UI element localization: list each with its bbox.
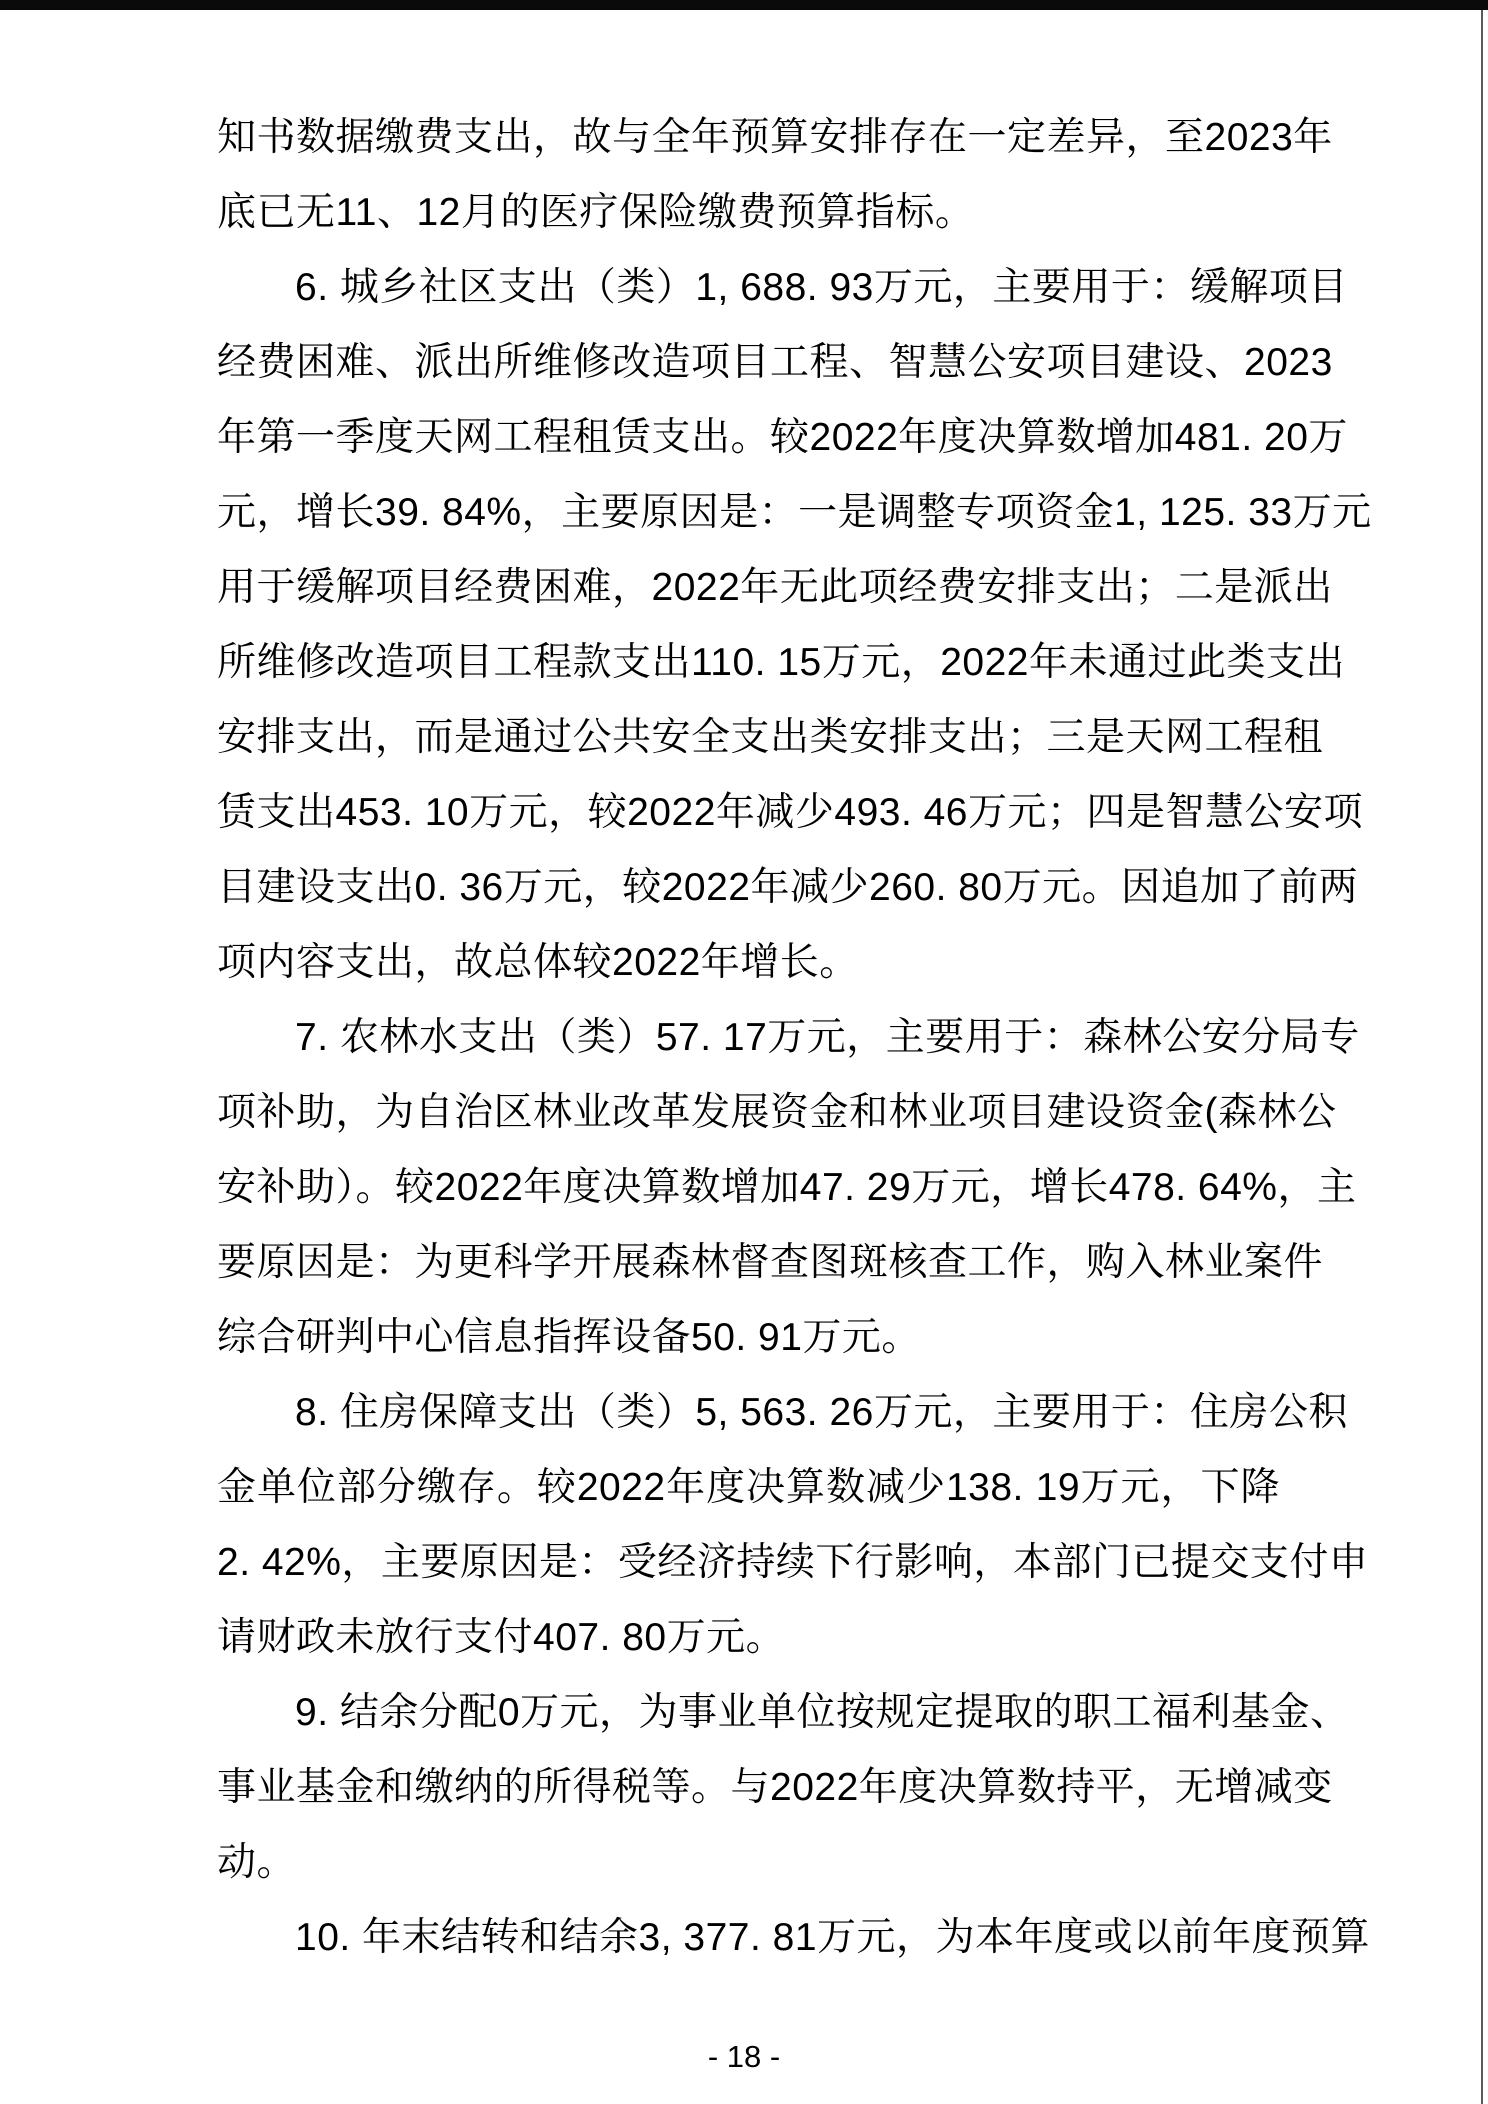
document-body <box>217 100 1372 1975</box>
body-line: 赁支出453. 10万元，较2022年减少493. 46万元；四是智慧公安项 <box>217 791 1364 834</box>
body-line: 项内容支出，故总体较2022年增长。 <box>217 941 859 984</box>
body-line: 6. 城乡社区支出（类）1, 688. 93万元，主要用于：缓解项目 <box>295 266 1348 309</box>
body-line: 经费困难、派出所维修改造项目工程、智慧公安项目建设、2023 <box>217 341 1333 384</box>
body-line: 年第一季度天网工程租赁支出。较2022年度决算数增加481. 20万 <box>217 416 1348 459</box>
body-line: 事业基金和缴纳的所得税等。与2022年度决算数持平，无增减变 <box>217 1766 1333 1809</box>
body-line: 请财政未放行支付407. 80万元。 <box>217 1616 786 1659</box>
body-line: 7. 农林水支出（类）57. 17万元，主要用于：森林公安分局专 <box>295 1016 1360 1059</box>
body-line: 金单位部分缴存。较2022年度决算数减少138. 19万元，下降 <box>217 1466 1280 1509</box>
body-line: 动。 <box>217 1841 297 1884</box>
body-line: 安排支出，而是通过公共安全支出类安排支出；三是天网工程租 <box>217 716 1324 759</box>
body-line: 综合研判中心信息指挥设备50. 91万元。 <box>217 1316 921 1359</box>
body-line: 10. 年末结转和结余3, 377. 81万元，为本年度或以前年度预算 <box>295 1916 1371 1959</box>
page-number: - 18 - <box>707 2039 781 2074</box>
body-line: 目建设支出0. 36万元，较2022年减少260. 80万元。因追加了前两 <box>217 866 1359 909</box>
body-line: 元，增长39. 84%，主要原因是：一是调整专项资金1, 125. 33万元 <box>217 491 1372 534</box>
body-line: 底已无11、12月的医疗保险缴费预算指标。 <box>217 191 975 234</box>
body-line: 安补助）。较2022年度决算数增加47. 29万元，增长478. 64%，主 <box>217 1166 1357 1209</box>
body-line: 2. 42%，主要原因是：受经济持续下行影响，本部门已提交支付申 <box>217 1541 1369 1584</box>
body-line: 要原因是：为更科学开展森林督查图斑核查工作，购入林业案件 <box>217 1241 1324 1284</box>
body-line: 知书数据缴费支出，故与全年预算安排存在一定差异，至2023年 <box>217 116 1333 159</box>
body-line: 用于缓解项目经费困难，2022年无此项经费安排支出；二是派出 <box>217 566 1333 609</box>
scan-artifact-right-edge-line <box>1481 10 1483 2104</box>
body-line: 9. 结余分配0万元，为事业单位按规定提取的职工福利基金、 <box>295 1691 1350 1734</box>
body-line: 项补助，为自治区林业改革发展资金和林业项目建设资金(森林公 <box>217 1091 1337 1134</box>
body-line: 所维修改造项目工程款支出110. 15万元，2022年未通过此类支出 <box>217 641 1345 684</box>
body-line: 8. 住房保障支出（类）5, 563. 26万元，主要用于：住房公积 <box>295 1391 1348 1434</box>
scan-artifact-top-bar <box>0 0 1488 10</box>
